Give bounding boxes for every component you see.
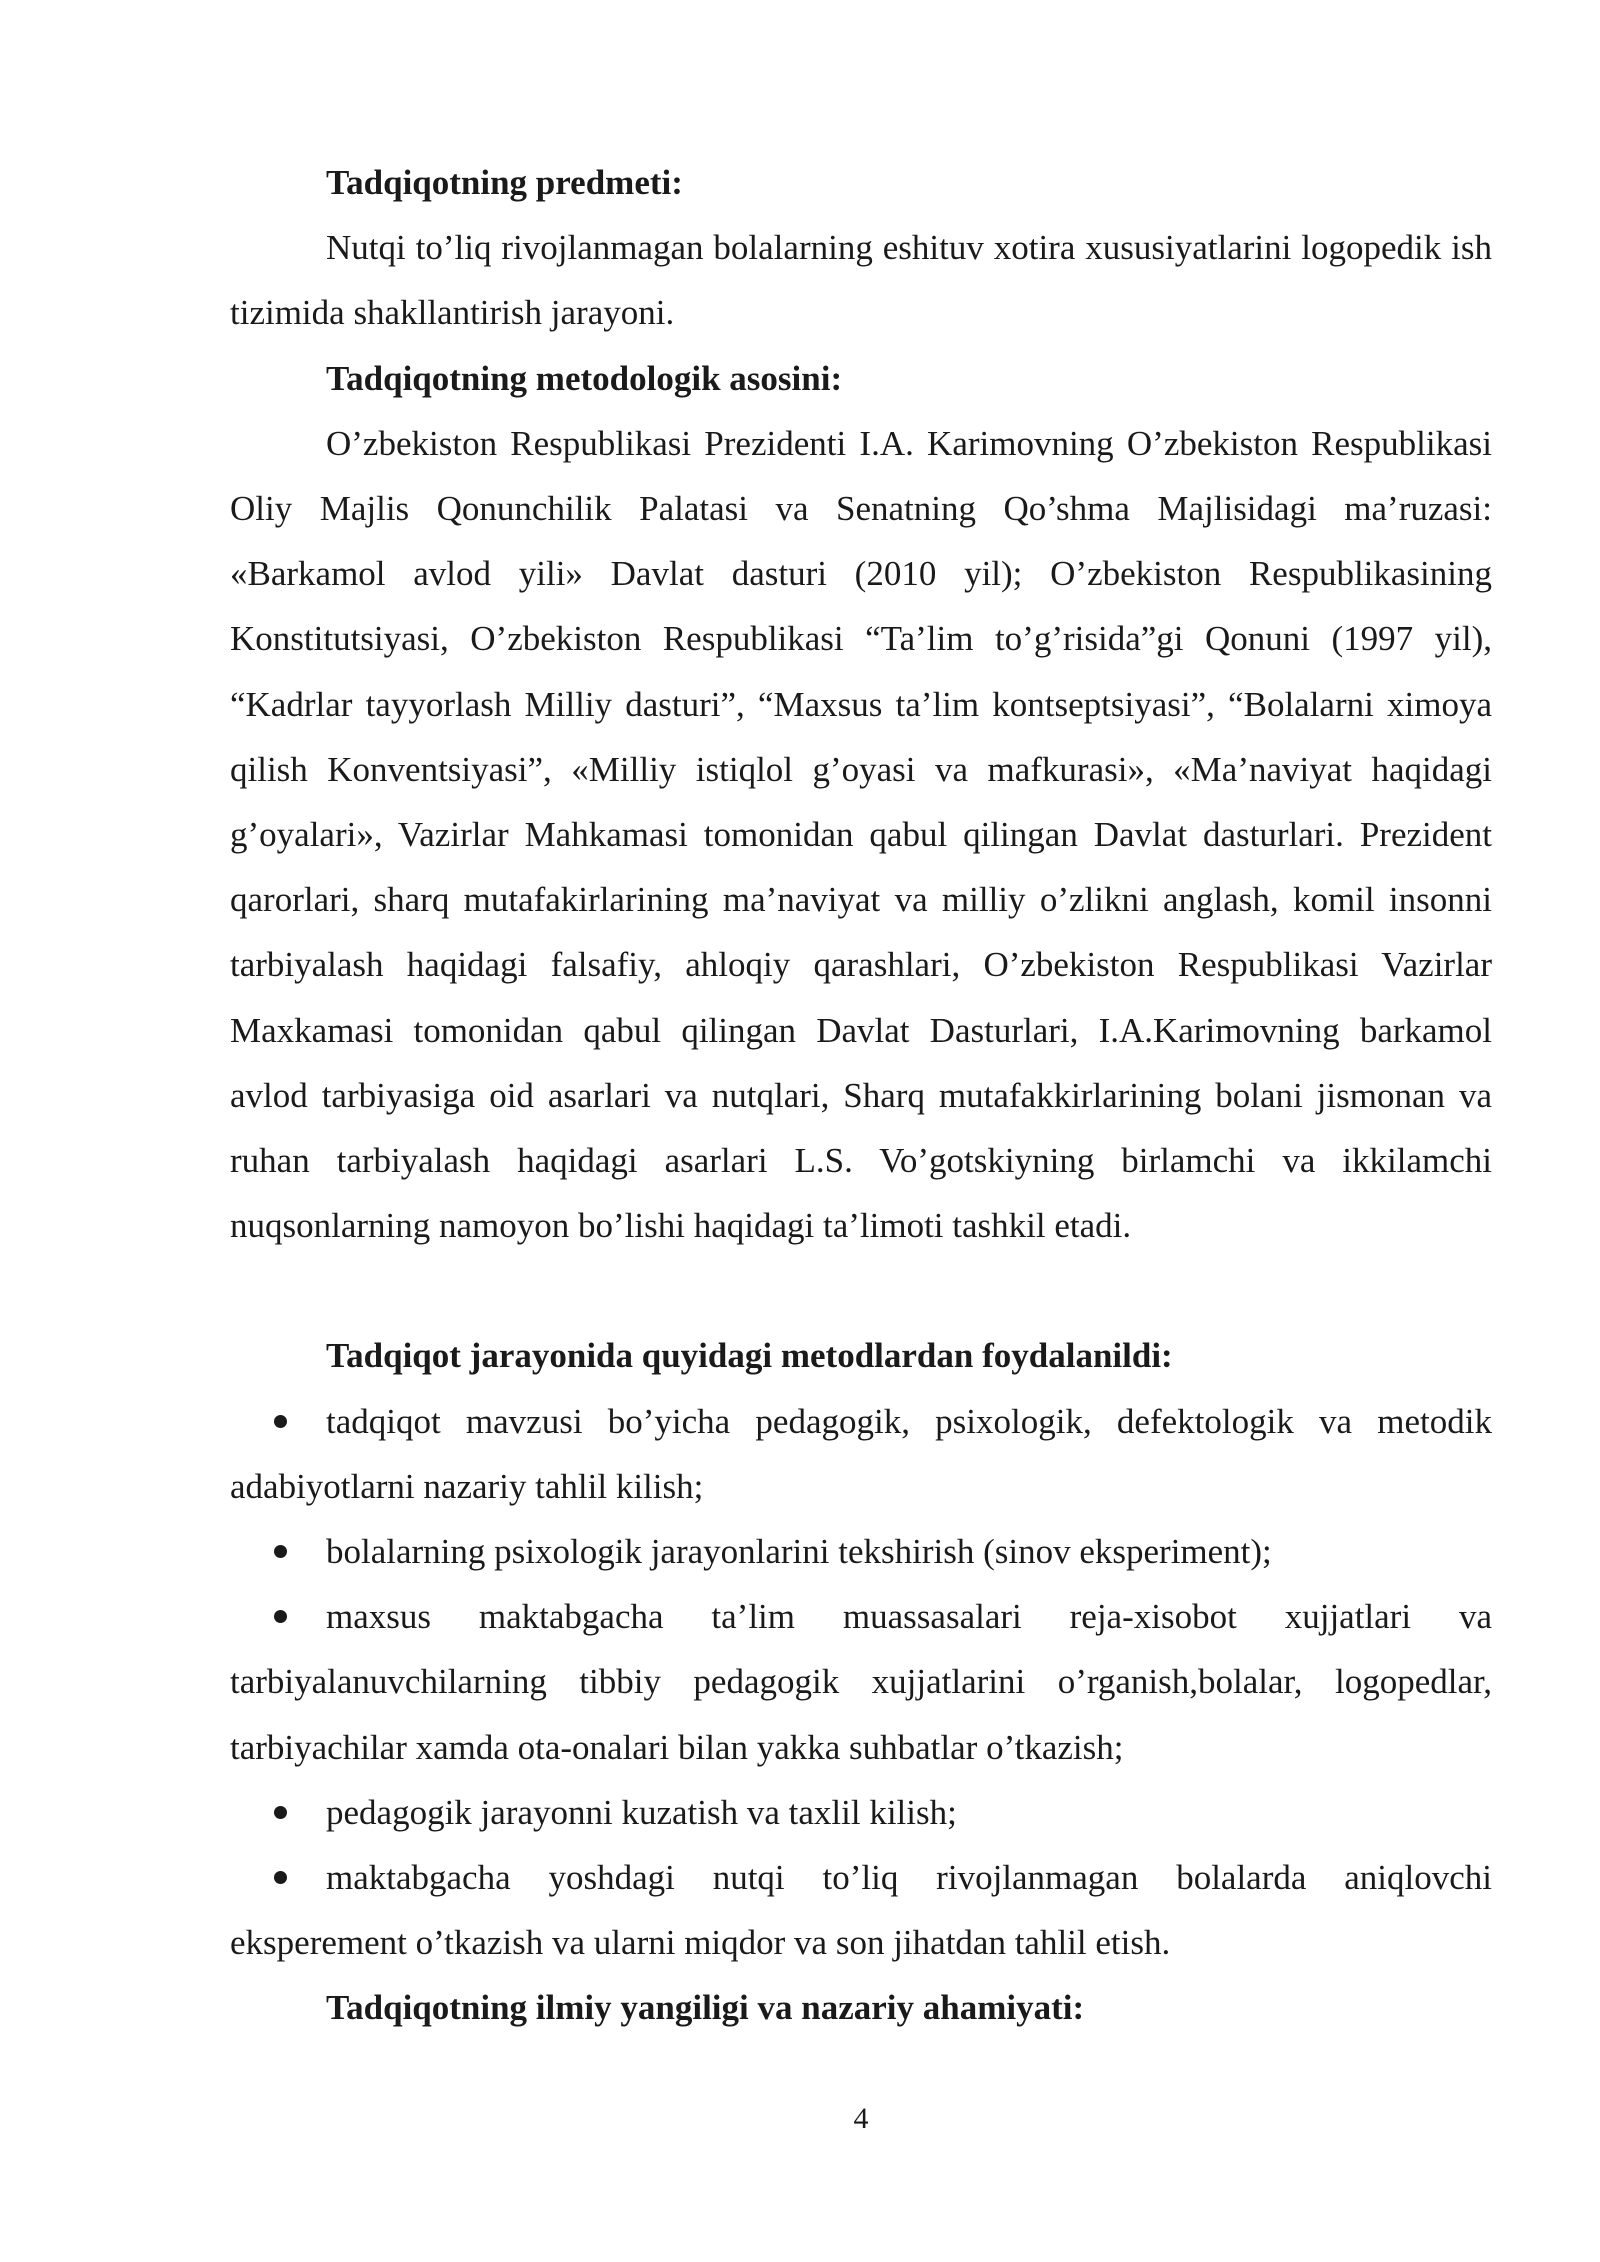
bullet-icon xyxy=(274,1415,287,1428)
list-item xyxy=(230,1519,1492,1584)
bullet-icon xyxy=(274,1806,287,1819)
list-item-text: maxsus maktabgacha ta’lim muassasalari reja-xisobot xujjatlari va tarbiyalanuvchilarning tibbiy pedagogik xujjatlarini o’rganish,bolalar, logopedlar, tarbiyachilar xamda ota-onalari bilan yakka suhbatlar o’tkazish; xyxy=(230,1597,1492,1767)
list-item xyxy=(230,1584,1492,1780)
bullet-icon xyxy=(274,1610,287,1623)
list-item-text: maktabgacha yoshdagi nutqi to’liq rivojlanmagan bolalarda aniqlovchi eksperement o’tkazish va ularni miqdor va son jihatdan tahlil etish. xyxy=(230,1858,1492,1963)
list-item-text: bolalarning psixologik jarayonlarini tekshirish (sinov eksperiment); xyxy=(326,1532,1272,1572)
methods-heading: Tadqiqot jarayonida quyidagi metodlardan foydalanildi: xyxy=(326,1336,1173,1376)
document-page xyxy=(230,150,1492,2041)
methodology-paragraph: O’zbekiston Respublikasi Prezidenti I.A. Karimovning O’zbekiston Respublikasi Oliy Majlis Qonunchilik Palatasi va Senatning Qo’shma Majlisidagi ma’ruzasi: «Barkamol avlod yili» Davlat dasturi (2010 yil); O’zbekiston Respublikasining Konstitutsiyasi, O’zbekiston Respublikasi “Ta’lim to’g’risida”gi Qonuni (1997 yil), “Kadrlar tayyorlash Milliy dasturi”, “Maxsus ta’lim kontseptsiyasi”, “Bolalarni ximoya qilish Konventsiyasi”, «Milliy istiqlol g’oyasi va mafkurasi», «Ma’naviyat haqidagi g’oyalari», Vazirlar Mahkamasi tomonidan qabul qilingan Davlat dasturlari. Prezident qarorlari, sharq mutafakirlarining ma’naviyat va milliy o’zlikni anglash, komil insonni tarbiyalash haqidagi falsafiy, ahloqiy qarashlari, O’zbekiston Respublikasi Vazirlar Maxkamasi tomonidan qabul qilingan Davlat Dasturlari, I.A.Karimovning barkamol avlod tarbiyasiga oid asarlari va nutqlari, Sharq mutafakkirlarining bolani jismonan va ruhan tarbiyalash haqidagi asarlari L.S. Vo’gotskiyning birlamchi va ikkilamchi nuqsonlarning namoyon bo’lishi haqidagi ta’limoti tashkil etadi. xyxy=(230,423,1492,1246)
page-number: 4 xyxy=(853,2102,869,2135)
methodology-heading: Tadqiqotning metodologik asosini: xyxy=(326,358,843,398)
section-spacer xyxy=(230,1258,1492,1323)
list-item xyxy=(230,1845,1492,1975)
novelty-heading: Tadqiqotning ilmiy yangiligi va nazariy ahamiyati: xyxy=(326,1988,1085,2028)
bullet-icon xyxy=(274,1871,287,1884)
subject-heading: Tadqiqotning predmeti: xyxy=(326,163,683,202)
bullet-icon xyxy=(274,1545,287,1558)
list-item xyxy=(230,1389,1492,1519)
list-item-text: tadqiqot mavzusi bo’yicha pedagogik, psixologik, defektologik va metodik adabiyotlarni nazariy tahlil kilish; xyxy=(230,1401,1492,1506)
list-item-text: pedagogik jarayonni kuzatish va taxlil kilish; xyxy=(326,1792,957,1832)
list-item xyxy=(230,1780,1492,1845)
subject-paragraph: Nutqi to’liq rivojlanmagan bolalarning eshituv xotira xususiyatlarini logopedik ish tizimida shakllantirish jarayoni. xyxy=(230,228,1492,333)
